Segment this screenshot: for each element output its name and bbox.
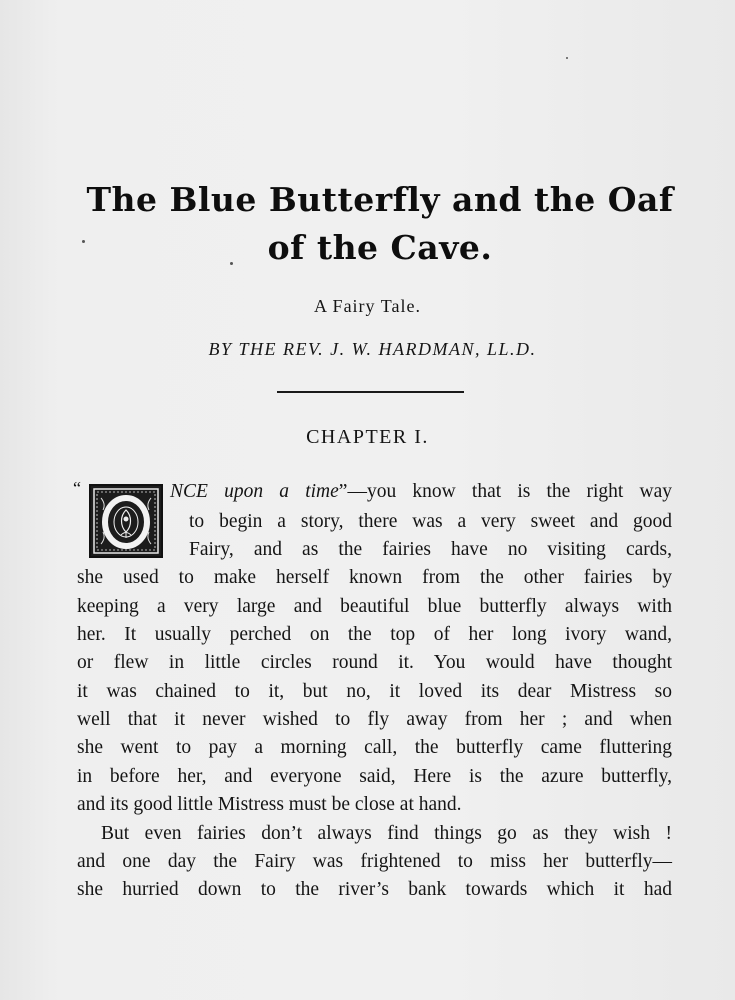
text-line-1 [170, 482, 672, 502]
opening-quote: “ [73, 478, 81, 498]
text-line-7: or flew in little circles round it. You would have thought [77, 652, 672, 673]
text-line-3: Fairy, and as the fairies have no visiting cards, [189, 539, 672, 560]
text-line-15: she hurried down to the river’s bank towards which it had [77, 879, 672, 900]
text-line-4: she used to make herself known from the other fairies by [77, 567, 672, 588]
chapter-heading: CHAPTER I. [306, 426, 429, 448]
italic-opening: NCE upon a time [170, 481, 339, 502]
text-line-10: she went to pay a morning call, the butterfly came fluttering [77, 737, 672, 758]
paper-speck [566, 57, 568, 59]
text-line-9: well that it never wished to fly away from her ; and when [77, 709, 672, 730]
divider-rule [277, 391, 464, 393]
paper-speck [82, 240, 85, 243]
subtitle: A Fairy Tale. [314, 296, 421, 316]
text-line-8: it was chained to it, but no, it loved its dear Mistress so [77, 681, 672, 702]
text-line-14: and one day the Fairy was frightened to miss her butterfly— [77, 851, 672, 872]
text-line-5: keeping a very large and beautiful blue butterfly always with [77, 596, 672, 617]
author-line: BY THE REV. J. W. HARDMAN, LL.D. [208, 339, 537, 359]
text-line-12: and its good little Mistress must be close at hand. [77, 794, 462, 815]
drop-cap-o-icon [89, 484, 163, 558]
text-line-11: in before her, and everyone said, Here is the azure butterfly, [77, 766, 672, 787]
ornamental-letter-o-icon [91, 486, 161, 556]
story-title-line-2: of the Cave. [267, 228, 493, 267]
text-line-6: her. It usually perched on the top of her long ivory wand, [77, 624, 672, 645]
story-title-line-1: The Blue Butterfly and the Oaf [86, 180, 674, 219]
text-line-13: But even fairies don’t always find things go as they wish ! [101, 823, 672, 844]
opening-rest: ”—you know that is the right way [338, 481, 673, 502]
text-line-2: to begin a story, there was a very sweet and good [189, 511, 672, 532]
paper-speck [230, 262, 233, 265]
